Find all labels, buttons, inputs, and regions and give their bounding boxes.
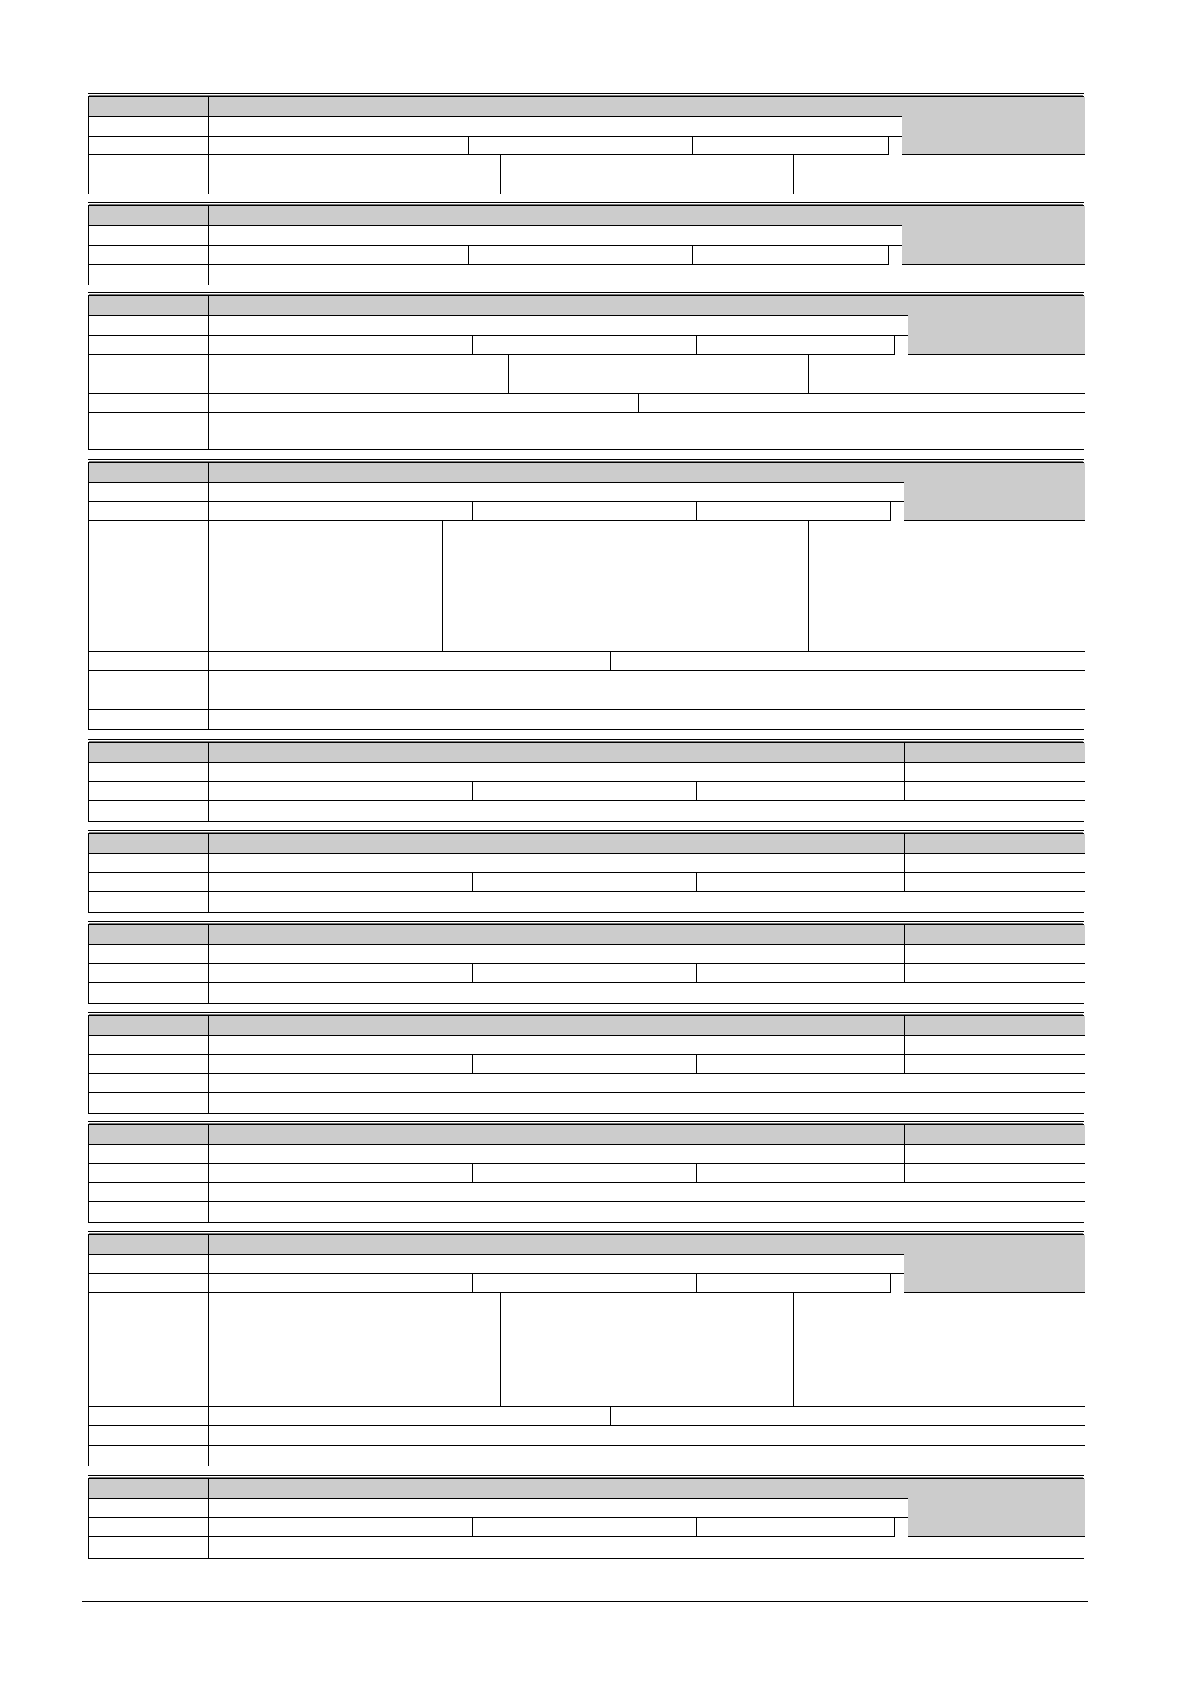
field-label-cell	[89, 1518, 209, 1537]
field-value-cell	[209, 892, 1085, 912]
field-value-cell	[794, 1293, 1085, 1407]
field-value-cell	[209, 463, 991, 483]
field-value-cell	[209, 1202, 1085, 1222]
field-value-cell	[473, 1055, 697, 1074]
field-value-cell	[209, 1274, 473, 1293]
field-value-cell	[209, 925, 905, 945]
field-value-cell	[209, 1293, 501, 1407]
field-value-cell	[473, 873, 697, 892]
field-value-cell	[697, 964, 905, 983]
field-value-cell	[209, 763, 905, 782]
field-value-cell	[905, 1055, 1085, 1074]
field-label-cell	[89, 117, 209, 137]
field-value-cell	[509, 355, 809, 394]
field-value-cell	[209, 1093, 1085, 1113]
field-value-cell	[209, 1074, 1085, 1093]
field-value-cell	[905, 964, 1085, 983]
field-value-cell	[209, 782, 473, 801]
field-label-cell	[89, 463, 209, 483]
field-value-cell	[905, 782, 1085, 801]
field-value-cell	[209, 1145, 905, 1164]
form-section-2	[88, 205, 1084, 285]
field-label-cell	[89, 652, 209, 671]
field-value-cell	[905, 1016, 1085, 1036]
field-label-cell	[89, 355, 209, 394]
field-label-cell	[89, 1407, 209, 1426]
field-value-cell	[209, 413, 1085, 449]
field-label-cell	[89, 983, 209, 1003]
photo-box	[908, 1479, 1085, 1537]
field-label-cell	[89, 137, 209, 155]
field-value-cell	[697, 873, 905, 892]
field-value-cell	[473, 1164, 697, 1183]
field-value-cell	[905, 743, 1085, 763]
field-label-cell	[89, 1499, 209, 1518]
field-value-cell	[209, 964, 473, 983]
field-value-cell	[209, 1183, 1085, 1202]
field-label-cell	[89, 483, 209, 502]
field-value-cell	[794, 155, 1084, 194]
field-value-cell	[209, 743, 905, 763]
field-value-cell	[209, 206, 989, 226]
field-label-cell	[89, 1036, 209, 1055]
form-section-6	[88, 833, 1084, 913]
field-value-cell	[209, 97, 989, 117]
field-value-cell	[209, 1055, 473, 1074]
field-value-cell	[697, 1055, 905, 1074]
field-value-cell	[209, 483, 991, 502]
field-label-cell	[89, 671, 209, 710]
field-value-cell	[209, 137, 469, 155]
field-value-cell	[209, 945, 905, 964]
field-value-cell	[209, 1016, 905, 1036]
field-value-cell	[209, 1426, 1085, 1446]
field-value-cell	[473, 336, 697, 355]
field-label-cell	[89, 1125, 209, 1145]
field-label-cell	[89, 1446, 209, 1466]
form-section-8	[88, 1015, 1084, 1114]
field-label-cell	[89, 316, 209, 336]
field-label-cell	[89, 206, 209, 226]
field-value-cell	[905, 1164, 1085, 1183]
photo-box	[902, 97, 1085, 155]
field-label-cell	[89, 763, 209, 782]
field-value-cell	[905, 945, 1085, 964]
field-value-cell	[905, 873, 1085, 892]
field-value-cell	[209, 1479, 995, 1499]
field-label-cell	[89, 394, 209, 413]
field-label-cell	[89, 1255, 209, 1274]
field-value-cell	[209, 801, 1085, 821]
field-value-cell	[905, 1036, 1085, 1055]
field-value-cell	[209, 710, 1085, 729]
field-value-cell	[209, 652, 611, 671]
field-value-cell	[905, 925, 1085, 945]
field-value-cell	[501, 155, 794, 194]
form-section-11	[88, 1478, 1084, 1559]
form-section-5	[88, 742, 1084, 822]
field-label-cell	[89, 710, 209, 729]
form-section-4	[88, 462, 1084, 730]
field-value-cell	[473, 782, 697, 801]
field-label-cell	[89, 265, 209, 285]
photo-box	[904, 1235, 1085, 1293]
field-value-cell	[469, 246, 693, 265]
field-value-cell	[697, 336, 895, 355]
field-value-cell	[209, 1537, 1085, 1558]
field-label-cell	[89, 1164, 209, 1183]
field-label-cell	[89, 1055, 209, 1074]
field-label-cell	[89, 964, 209, 983]
field-label-cell	[89, 246, 209, 265]
photo-box	[908, 296, 1085, 355]
field-value-cell	[209, 671, 1085, 710]
field-value-cell	[209, 226, 989, 246]
field-value-cell	[611, 652, 1085, 671]
field-label-cell	[89, 296, 209, 316]
field-value-cell	[905, 834, 1085, 854]
field-value-cell	[443, 521, 809, 652]
field-value-cell	[905, 1125, 1085, 1145]
field-value-cell	[697, 1274, 891, 1293]
field-label-cell	[89, 155, 209, 194]
field-label-cell	[89, 1145, 209, 1164]
field-label-cell	[89, 892, 209, 912]
field-value-cell	[209, 1235, 991, 1255]
field-label-cell	[89, 743, 209, 763]
field-value-cell	[209, 1407, 611, 1426]
field-value-cell	[209, 394, 639, 413]
field-value-cell	[209, 355, 509, 394]
form-section-10	[88, 1234, 1084, 1466]
field-value-cell	[209, 854, 905, 873]
form-section-1	[88, 96, 1084, 194]
field-value-cell	[697, 1164, 905, 1183]
field-value-cell	[209, 1036, 905, 1055]
field-value-cell	[209, 521, 443, 652]
photo-box	[904, 463, 1085, 521]
field-label-cell	[89, 1202, 209, 1222]
field-value-cell	[473, 1518, 697, 1537]
field-value-cell	[693, 246, 889, 265]
field-value-cell	[809, 355, 1085, 394]
field-label-cell	[89, 945, 209, 964]
field-label-cell	[89, 873, 209, 892]
field-value-cell	[209, 834, 905, 854]
field-value-cell	[697, 1518, 895, 1537]
field-value-cell	[209, 316, 995, 336]
field-label-cell	[89, 1093, 209, 1113]
field-value-cell	[809, 521, 1085, 652]
field-value-cell	[209, 265, 1085, 285]
form-section-3	[88, 295, 1084, 450]
field-value-cell	[209, 1255, 991, 1274]
field-label-cell	[89, 1537, 209, 1558]
field-value-cell	[469, 137, 693, 155]
field-value-cell	[209, 502, 473, 521]
field-label-cell	[89, 1479, 209, 1499]
field-value-cell	[473, 1274, 697, 1293]
field-label-cell	[89, 782, 209, 801]
field-value-cell	[209, 246, 469, 265]
field-label-cell	[89, 502, 209, 521]
field-value-cell	[501, 1293, 794, 1407]
field-value-cell	[611, 1407, 1085, 1426]
field-label-cell	[89, 1074, 209, 1093]
field-value-cell	[905, 854, 1085, 873]
field-label-cell	[89, 1183, 209, 1202]
field-value-cell	[639, 394, 1085, 413]
field-value-cell	[209, 873, 473, 892]
field-value-cell	[209, 1499, 995, 1518]
field-label-cell	[89, 1293, 209, 1407]
field-value-cell	[697, 782, 905, 801]
field-value-cell	[209, 1164, 473, 1183]
field-label-cell	[89, 854, 209, 873]
field-label-cell	[89, 521, 209, 652]
field-value-cell	[905, 763, 1085, 782]
field-value-cell	[473, 502, 697, 521]
form-section-7	[88, 924, 1084, 1004]
footer-rule	[82, 1601, 1088, 1602]
field-label-cell	[89, 1235, 209, 1255]
field-label-cell	[89, 801, 209, 821]
field-value-cell	[473, 964, 697, 983]
field-value-cell	[693, 137, 889, 155]
form-section-9	[88, 1124, 1084, 1223]
field-label-cell	[89, 834, 209, 854]
field-label-cell	[89, 336, 209, 355]
field-label-cell	[89, 1426, 209, 1446]
field-value-cell	[209, 1446, 1085, 1466]
field-value-cell	[209, 296, 995, 316]
field-value-cell	[905, 1145, 1085, 1164]
field-value-cell	[209, 117, 989, 137]
field-label-cell	[89, 413, 209, 449]
field-label-cell	[89, 97, 209, 117]
field-value-cell	[209, 336, 473, 355]
field-value-cell	[209, 1125, 905, 1145]
field-value-cell	[209, 155, 501, 194]
field-value-cell	[209, 1518, 473, 1537]
field-label-cell	[89, 1016, 209, 1036]
field-label-cell	[89, 1274, 209, 1293]
field-label-cell	[89, 226, 209, 246]
photo-box	[902, 206, 1085, 265]
field-label-cell	[89, 925, 209, 945]
field-value-cell	[697, 502, 891, 521]
field-value-cell	[209, 983, 1085, 1003]
